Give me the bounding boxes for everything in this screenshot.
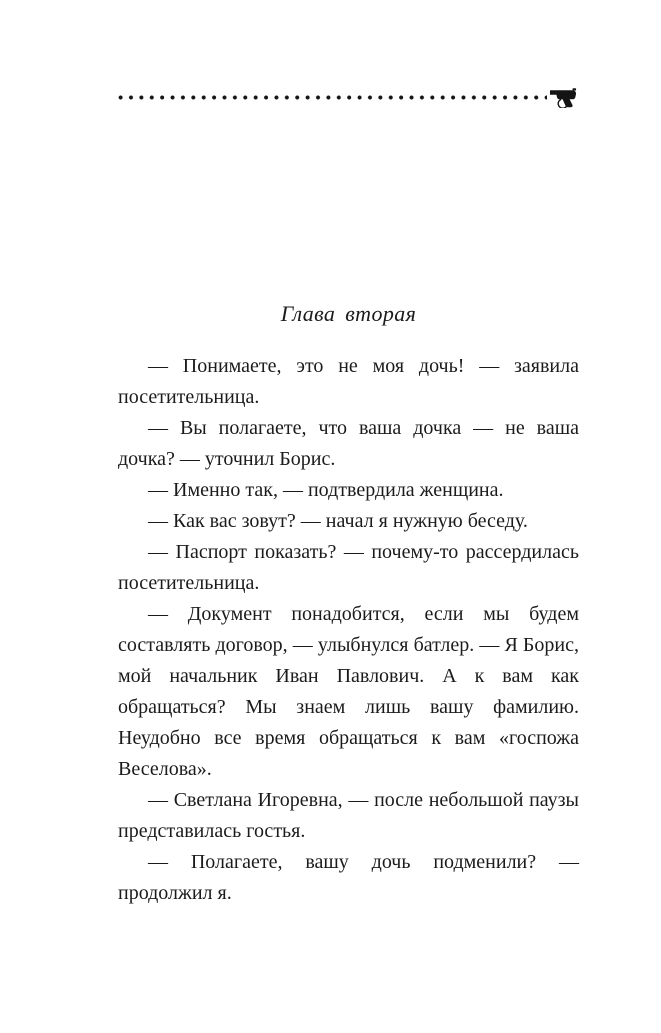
text-block — [118, 351, 579, 909]
paragraph: — Именно так, — подтвердила женщина. — [148, 479, 504, 501]
paragraph: — Вы полагаете, что ваша дочка — не ваша дочка? — уточнил Борис. — [118, 417, 579, 470]
paragraph: — Светлана Игоревна, — после небольшой паузы представилась гостья. — [118, 789, 579, 842]
page-header-rule — [118, 84, 579, 108]
paragraph: — Понимаете, это не моя дочь! — заявила посетительница. — [118, 355, 579, 408]
paragraph: — Документ понадобится, если мы будем составлять договор, — улыбнулся батлер. — Я Борис, мой начальник Иван Павлович. А к вам как обращаться? Мы знаем лишь вашу фамилию. Неудобно все время обращаться к вам «госпожа Веселова». — [118, 603, 579, 780]
chapter-title: Глава вторая — [280, 301, 417, 326]
paragraph: — Паспорт показать? — почему-то рассердилась посетительница. — [118, 541, 579, 594]
dotted-divider — [118, 95, 547, 100]
revolver-icon — [549, 84, 579, 108]
paragraph: — Как вас зовут? — начал я нужную беседу. — [148, 510, 528, 532]
paragraph: — Полагаете, вашу дочь подменили? — продолжил я. — [118, 851, 579, 904]
